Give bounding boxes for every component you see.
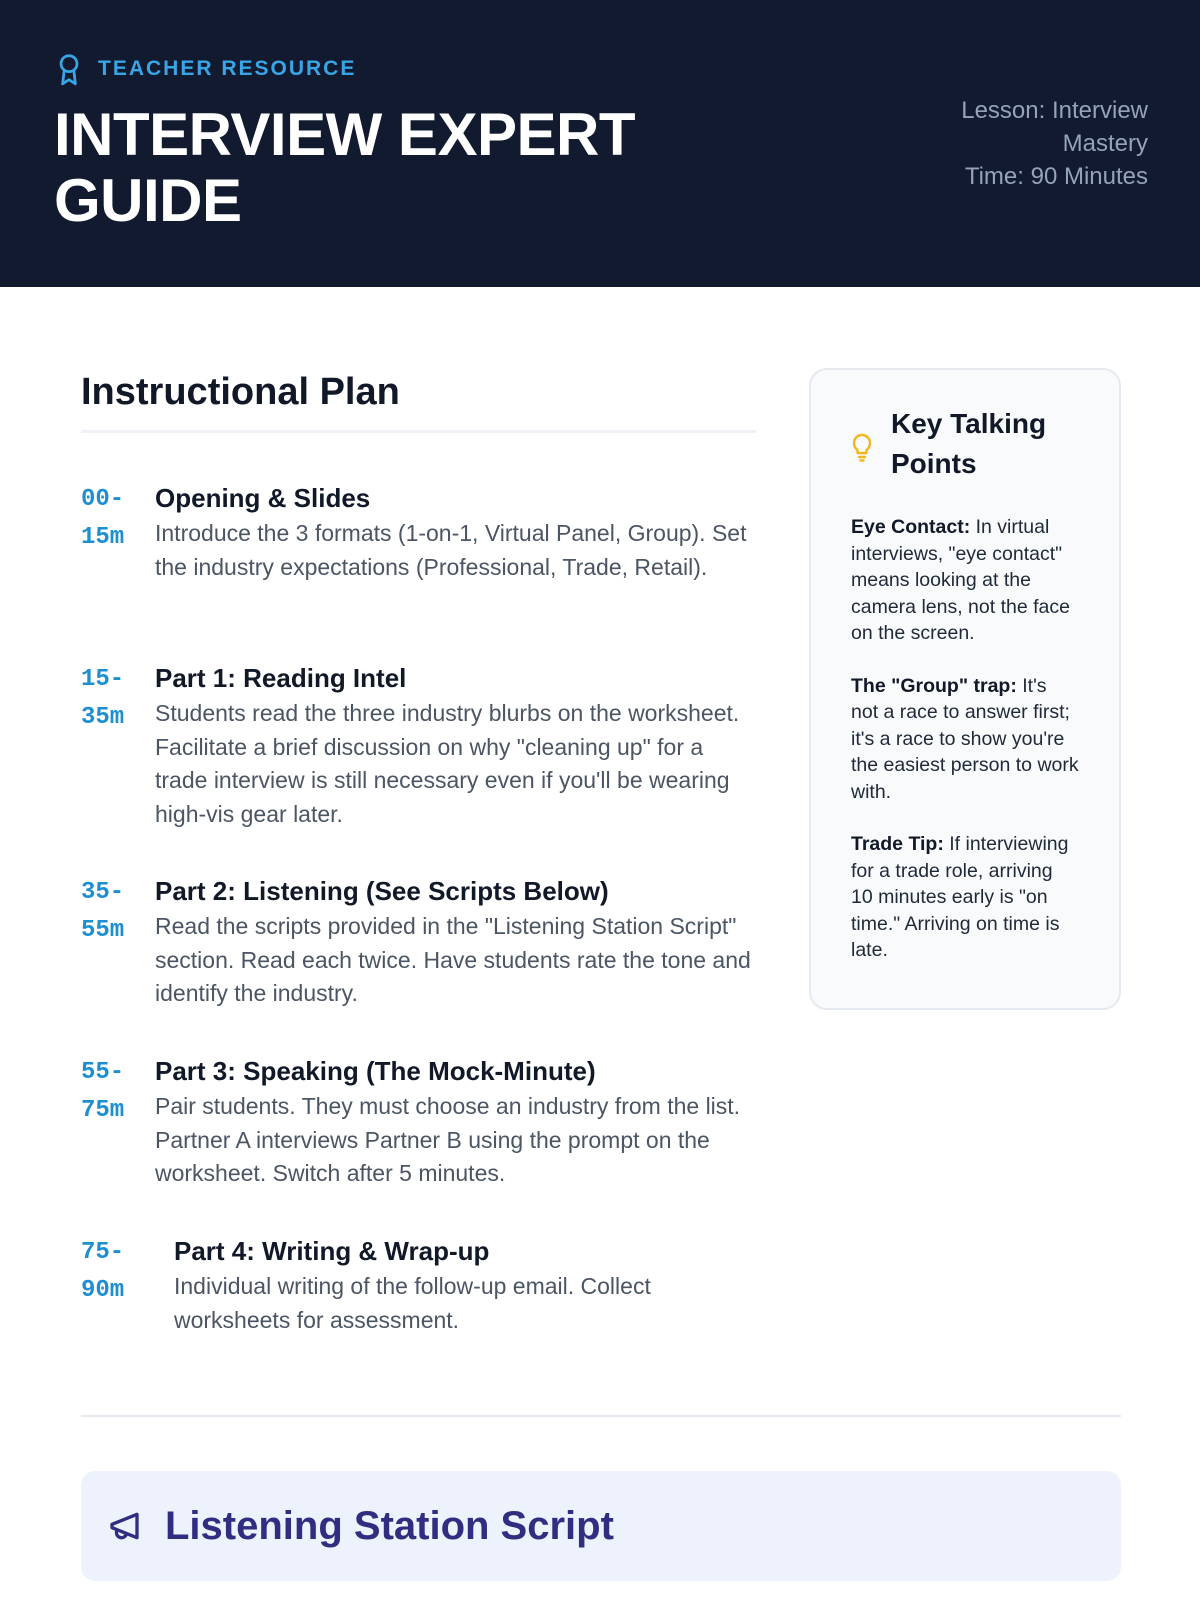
plan-step bbox=[81, 659, 756, 831]
lesson-meta bbox=[908, 94, 1148, 193]
listening-title: Listening Station Script bbox=[165, 1503, 614, 1548]
plan-step bbox=[81, 479, 756, 584]
step-description: Students read the three industry blurbs on the worksheet. Facilitate a brief discussion on why "cleaning up" for a trade interview is still necessary even if you'll be wearing high-vis gear later. bbox=[155, 700, 740, 827]
talking-point-label: Eye Contact: bbox=[851, 516, 971, 538]
talking-point-text: If interviewing for a trade role, arriving 10 minutes early is "on time." Arriving on time is late. bbox=[851, 833, 1069, 961]
talking-point bbox=[851, 673, 1079, 806]
page-title: INTERVIEW EXPERT GUIDE bbox=[54, 101, 635, 234]
step-title: Part 3: Speaking (The Mock-Minute) bbox=[155, 1056, 596, 1086]
plan-title: Instructional Plan bbox=[81, 368, 756, 433]
eyebrow-label: TEACHER RESOURCE bbox=[98, 57, 357, 80]
plan-step bbox=[81, 872, 756, 1011]
step-time: 35-55m bbox=[81, 879, 125, 944]
page-header bbox=[0, 0, 1200, 287]
talking-point-label: Trade Tip: bbox=[851, 833, 944, 855]
step-time: 15-35m bbox=[81, 666, 125, 731]
step-time: 55-75m bbox=[81, 1059, 125, 1124]
section-divider bbox=[81, 1415, 1121, 1417]
eyebrow bbox=[56, 52, 356, 86]
plan-step bbox=[81, 1232, 756, 1337]
instructional-plan bbox=[81, 368, 756, 1333]
talking-point bbox=[851, 514, 1079, 647]
step-title: Opening & Slides bbox=[155, 483, 371, 513]
talking-point bbox=[851, 831, 1079, 964]
step-time: 00-15m bbox=[81, 486, 125, 551]
talking-point-text: It's not a race to answer first; it's a race to show you're the easiest person to work with. bbox=[851, 674, 1079, 803]
megaphone-icon bbox=[107, 1506, 147, 1546]
card-title: Key Talking Points bbox=[891, 408, 1047, 479]
step-description: Individual writing of the follow-up email. Collect worksheets for assessment. bbox=[174, 1273, 651, 1333]
step-description: Read the scripts provided in the "Listening Station Script" section. Read each twice. Have students rate the tone and identify the industry. bbox=[155, 913, 751, 1006]
step-title: Part 1: Reading Intel bbox=[155, 663, 407, 693]
award-icon bbox=[56, 52, 82, 86]
lightbulb-icon bbox=[851, 432, 873, 462]
step-description: Pair students. They must choose an industry from the list. Partner A interviews Partner B using the prompt on the worksheet. Switch after 5 minutes. bbox=[155, 1093, 741, 1186]
talking-point-label: The "Group" trap: bbox=[851, 674, 1017, 697]
step-description: Introduce the 3 formats (1-on-1, Virtual Panel, Group). Set the industry expectations (Professional, Trade, Retail). bbox=[155, 520, 747, 580]
listening-station-section bbox=[81, 1471, 1121, 1581]
step-time: 75-90m bbox=[81, 1239, 125, 1304]
key-talking-points-card bbox=[809, 368, 1121, 1010]
step-title: Part 4: Writing & Wrap-up bbox=[174, 1236, 490, 1266]
card-header bbox=[851, 404, 1079, 484]
talking-point-text: In virtual interviews, "eye contact" means looking at the camera lens, not the face on the screen. bbox=[851, 516, 1070, 644]
lesson-time: Time: 90 Minutes bbox=[964, 163, 1148, 190]
step-title: Part 2: Listening (See Scripts Below) bbox=[155, 876, 609, 906]
lesson-name: Lesson: Interview Mastery bbox=[961, 97, 1148, 157]
plan-step bbox=[81, 1052, 756, 1191]
